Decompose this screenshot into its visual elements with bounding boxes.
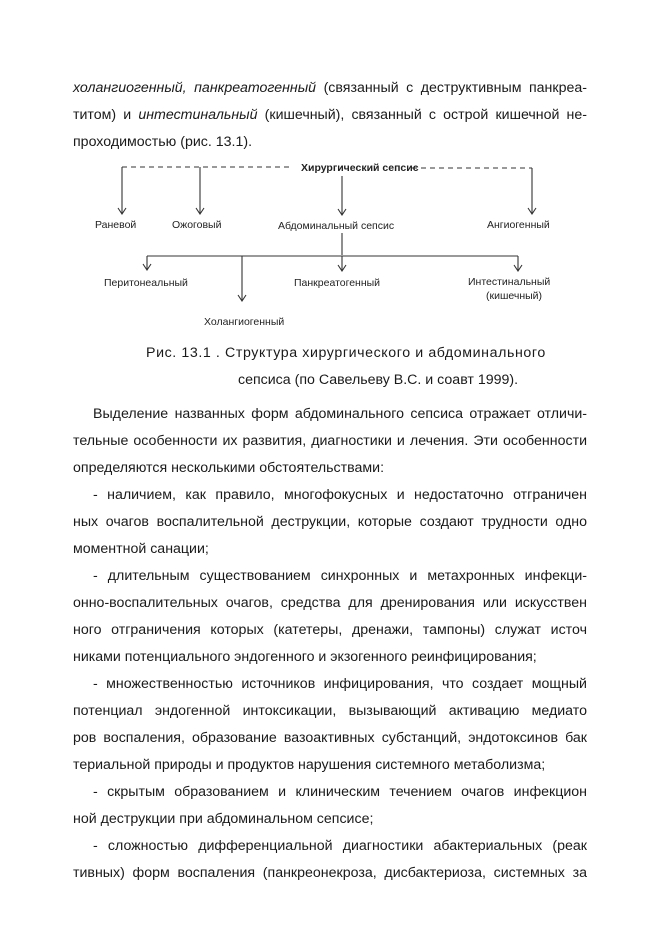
sepsis-structure-diagram — [0, 0, 661, 345]
figure-caption-line-2: сепсиса (по Савельеву В.С. и соавт 1999). — [238, 372, 519, 388]
body-line-2: тельные особенности их развития, диагностики и лечения. Эти особенности — [73, 433, 587, 449]
body-line-17: - сложностью дифференциальной диагностики абактериальных (реак — [93, 838, 587, 854]
body-line-15: - скрытым образованием и клиническим течением очагов инфекцион — [93, 784, 587, 800]
body-line-12: потенциал эндогенной интоксикации, вызывающий активацию медиато — [73, 703, 587, 719]
term-cholangiogenic: холангиогенный, — [73, 80, 187, 96]
figure-caption-line-1: Рис. 13.1 . Структура хирургического и абдоминального — [146, 345, 546, 361]
body-line-8: онно-воспалительных очагов, средства для дренирования или искусствен — [73, 595, 587, 611]
body-line-1: Выделение названных форм абдоминального сепсиса отражает отличи- — [93, 406, 587, 422]
node-peritoneal: Перитонеальный — [104, 277, 188, 289]
node-abdominal-sepsis: Абдоминальный сепсис — [278, 220, 395, 232]
intro-line-1-text: (связанный с деструктивным панкреа- — [323, 80, 587, 96]
term-intestinal: интестинальный — [138, 107, 258, 123]
body-line-18: тивных) форм воспаления (панкреонекроза, дисбактериоза, системных за — [73, 865, 587, 881]
body-line-4: - наличием, как правило, многофокусных и недостаточно отграничен — [93, 487, 587, 503]
node-intestinal-note: (кишечный) — [486, 290, 543, 302]
term-pancreatogenic: панкреатогенный — [194, 80, 317, 96]
intro-line-2-pre: титом) и — [73, 107, 132, 123]
body-line-13: ров воспаления, образование вазоактивных субстанций, эндотоксинов бак — [73, 730, 587, 746]
body-line-10: никами потенциального эндогенного и экзогенного реинфицирования; — [73, 649, 537, 665]
node-cholangiogenic: Холангиогенный — [204, 316, 285, 328]
root-node-surgical-sepsis: Хирургический сепсис — [301, 162, 419, 174]
intro-line-3: проходимостью (рис. 13.1). — [73, 134, 253, 150]
intro-line-2-text: (кишечный), связанный с острой кишечной не- — [264, 107, 588, 123]
body-line-7: - длительным существованием синхронных и метахронных инфекци- — [93, 568, 587, 584]
node-wound: Раневой — [95, 219, 137, 231]
node-angiogenic: Ангиогенный — [487, 219, 550, 231]
node-burn: Ожоговый — [172, 219, 222, 231]
body-line-5: ных очагов воспалительной деструкции, которые создают трудности одно — [73, 514, 587, 530]
node-pancreatogenic: Панкреатогенный — [294, 277, 381, 289]
body-line-14: териальной природы и продуктов нарушения системного метаболизма; — [73, 757, 546, 773]
body-line-6: моментной санации; — [73, 541, 209, 557]
body-line-3: определяются несколькими обстоятельствами: — [73, 460, 385, 476]
body-line-9: ного отграничения которых (катетеры, дренажи, тампоны) служат источ — [73, 622, 587, 638]
node-intestinal: Интестинальный — [468, 276, 551, 288]
body-line-11: - множественностью источников инфицирования, что создает мощный — [93, 676, 587, 692]
body-line-16: ной деструкции при абдоминальном сепсисе; — [73, 811, 374, 827]
